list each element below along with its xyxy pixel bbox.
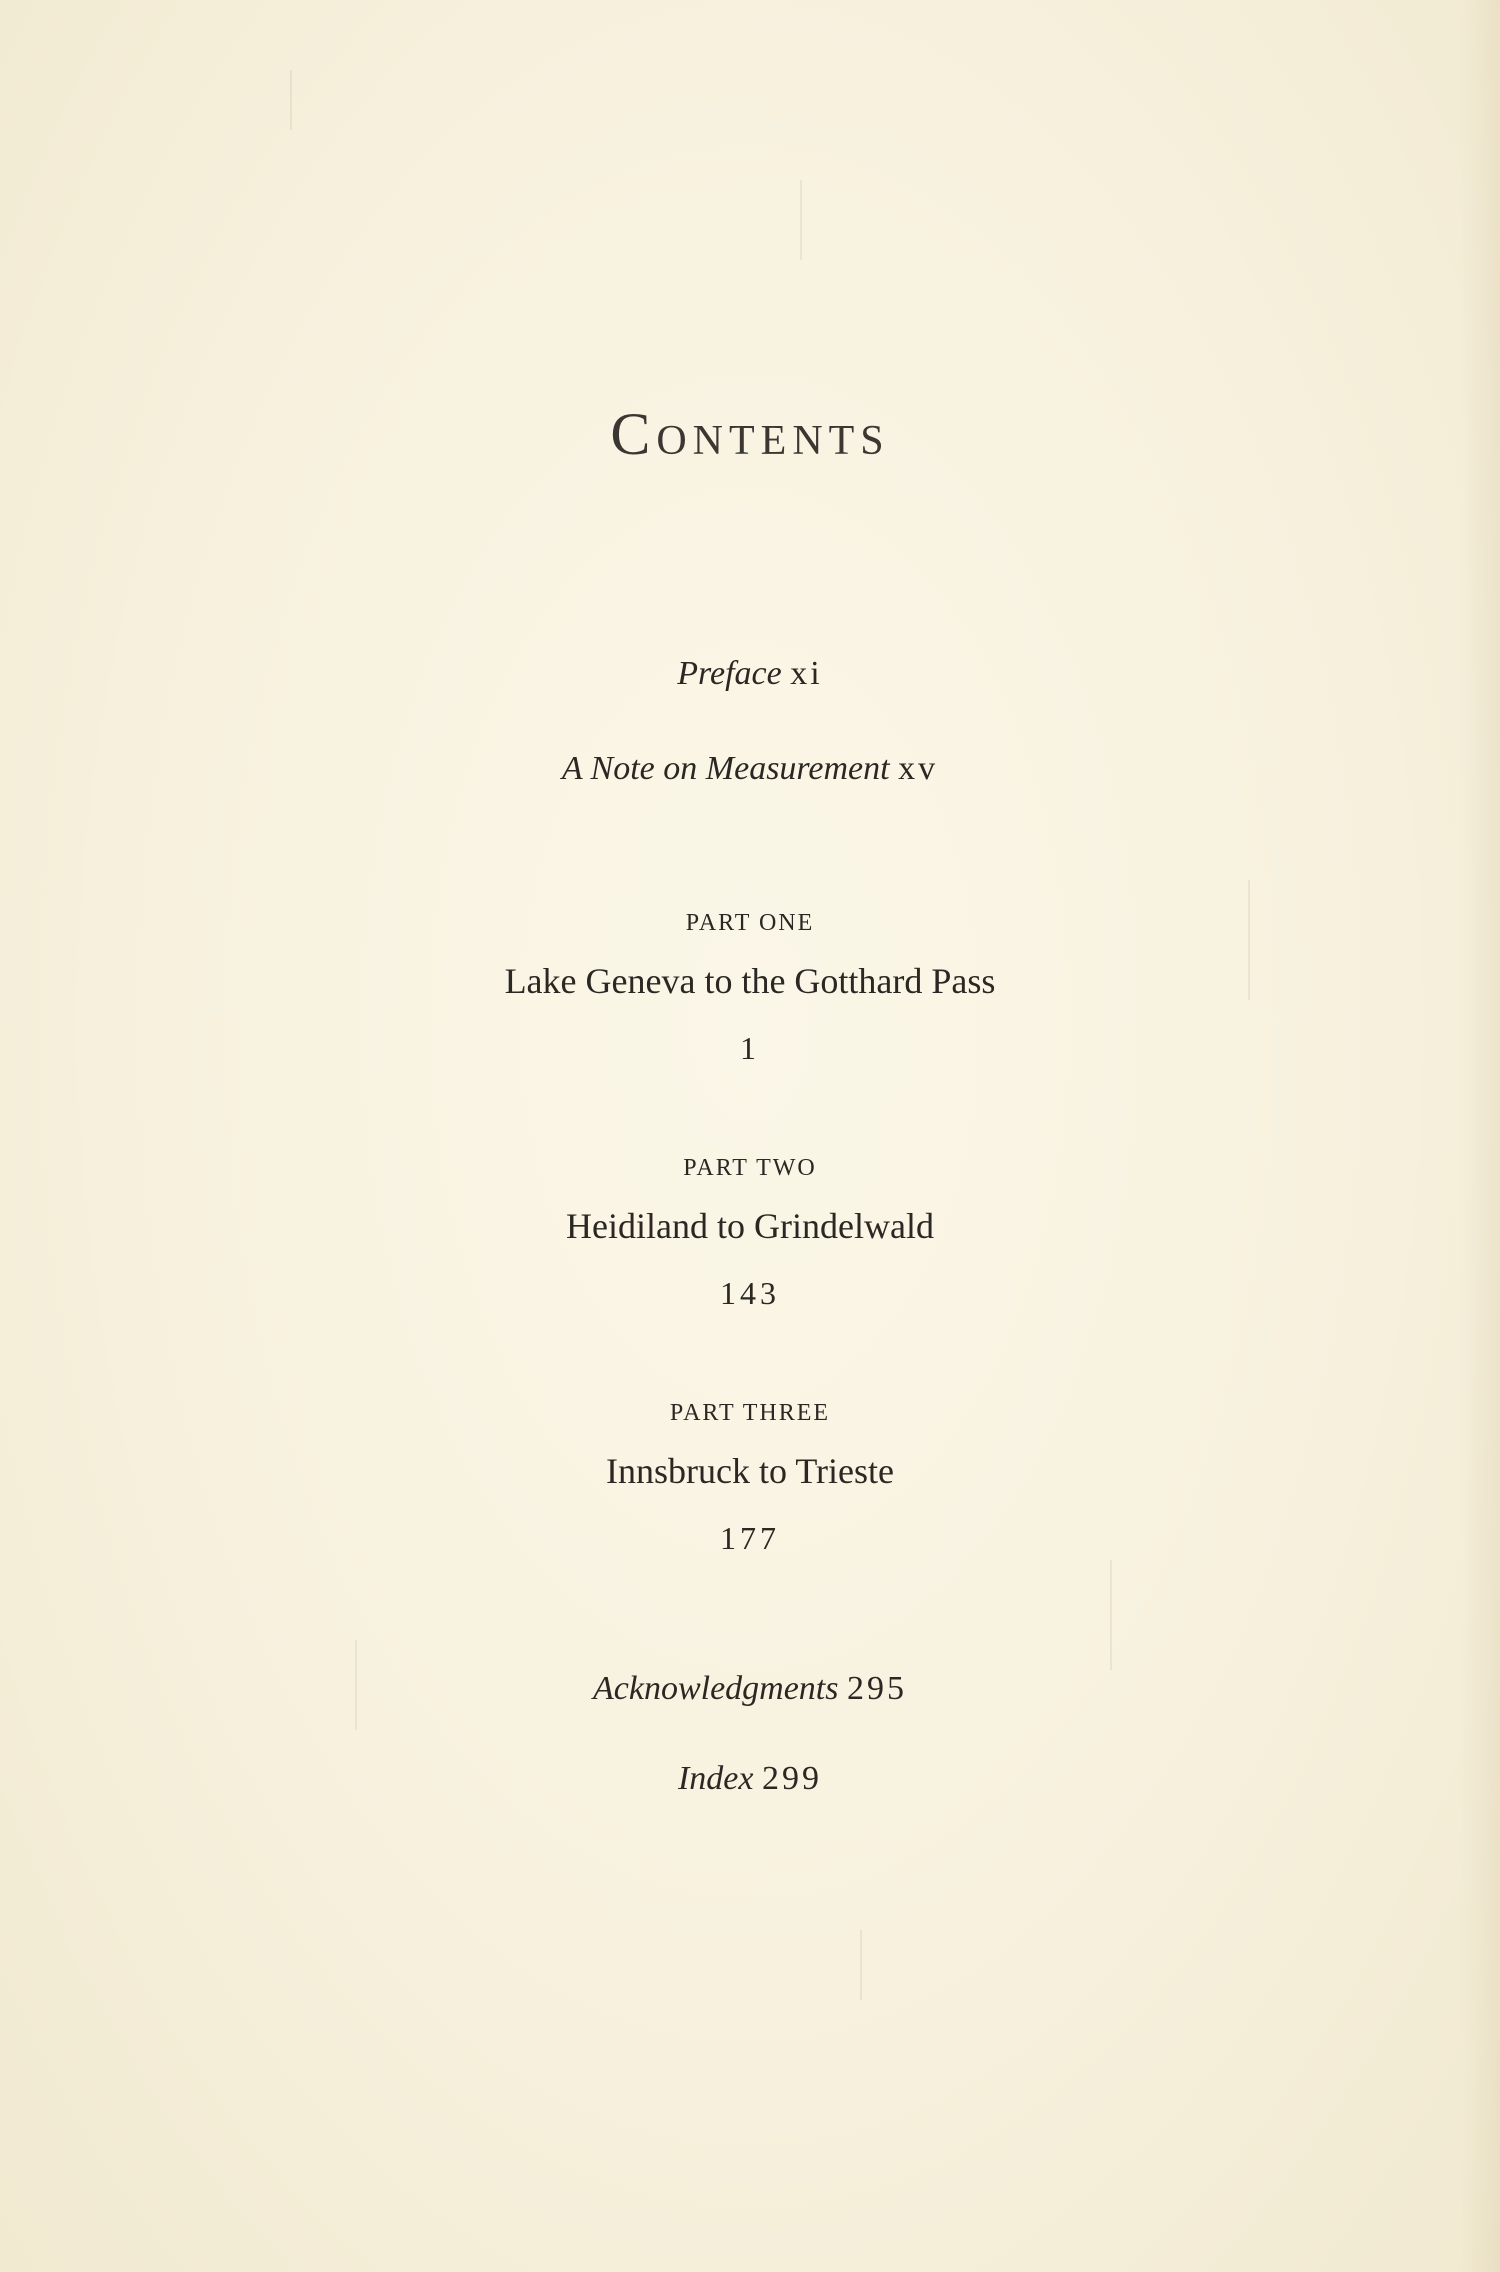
part-two-title[interactable]: Heidiland to Grindelwald <box>566 1206 934 1246</box>
part-two-page-number: 143 <box>720 1275 780 1311</box>
entry-page-number: 299 <box>762 1760 822 1797</box>
part-one-label: PART ONE <box>685 910 815 936</box>
entry-page-number: xv <box>898 750 939 787</box>
entry-page-number: xi <box>790 655 823 692</box>
page-edge-shadow <box>1460 0 1500 2272</box>
paper-fleck <box>1110 1560 1112 1670</box>
entry-label: Index <box>677 1760 754 1797</box>
part-one-page-number: 1 <box>740 1030 760 1066</box>
toc-entry-acknowledgments[interactable] <box>0 1670 1500 1708</box>
paper-fleck <box>290 70 292 130</box>
entry-label: Acknowledgments <box>593 1670 839 1707</box>
part-three-label: PART THREE <box>669 1400 831 1426</box>
toc-entry-preface[interactable] <box>0 655 1500 693</box>
part-two-label: PART TWO <box>683 1155 817 1181</box>
paper-fleck <box>860 1930 862 2000</box>
part-three-title[interactable]: Innsbruck to Trieste <box>606 1451 894 1491</box>
entry-label: Preface <box>677 655 782 692</box>
part-one-title[interactable]: Lake Geneva to the Gotthard Pass <box>504 961 996 1001</box>
toc-entry-note-on-measurement[interactable] <box>0 750 1500 788</box>
page-title: Contents <box>610 401 890 467</box>
paper-fleck <box>800 180 802 260</box>
part-three-page-number: 177 <box>720 1520 780 1556</box>
entry-page-number: 295 <box>847 1670 907 1707</box>
toc-entry-index[interactable] <box>0 1760 1500 1798</box>
entry-label: A Note on Measurement <box>561 750 890 787</box>
